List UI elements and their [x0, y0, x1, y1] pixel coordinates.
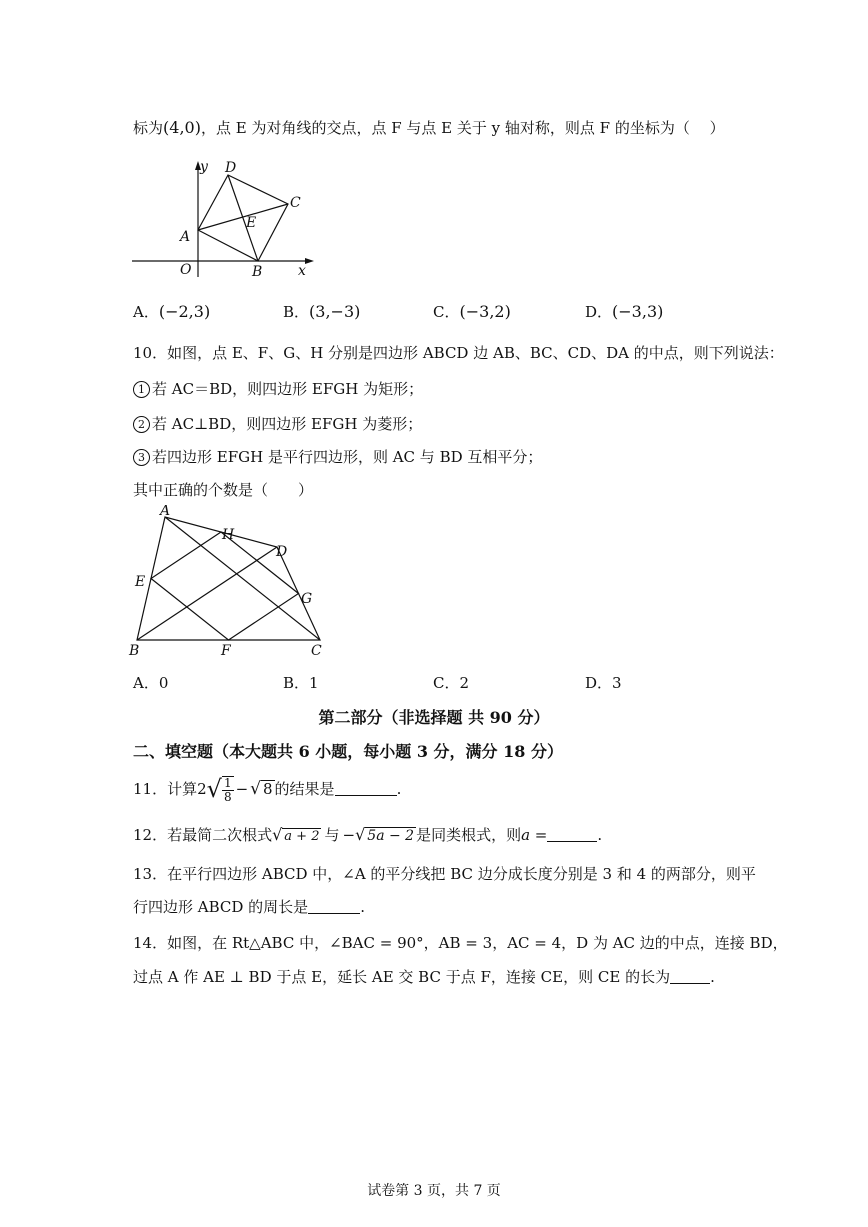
q9-x-arrow	[305, 258, 314, 264]
q9-option-b-value: (3,−3)	[309, 302, 361, 321]
circled-number-2: 2	[133, 416, 150, 433]
page-footer: 试卷第 3 页，共 7 页	[367, 1183, 501, 1199]
radical-sign-icon: √	[206, 775, 222, 803]
q12-neg: −	[342, 826, 356, 844]
q9-label-a: A	[180, 229, 191, 245]
circled-number-3: 3	[133, 449, 150, 466]
q9-figure	[128, 155, 318, 280]
q12-prefix: 12．若最简二次根式	[133, 826, 273, 844]
q10-statement-3	[133, 447, 542, 467]
q9-rest: ，点 E 为对角线的交点，点 F 与点 E 关于 y 轴对称，则点 F 的坐标为（ ）	[200, 119, 725, 137]
q11-radicand: 8	[263, 780, 273, 798]
q10-label-c: C	[311, 643, 322, 659]
q12-radicand-1: a + 2	[284, 829, 320, 844]
q10-option-b[interactable]	[283, 672, 319, 693]
q9-coord: (4,0)	[163, 118, 201, 137]
q10-label-e: E	[135, 574, 146, 590]
q12	[133, 825, 602, 845]
q13-end: .	[360, 898, 365, 916]
radical-sign-icon: √	[272, 825, 283, 844]
q11-minus: −	[235, 780, 249, 798]
q10-label-a: A	[160, 505, 171, 519]
q13-line-1: 13．在平行四边形 ABCD 中，∠A 的平分线把 BC 边分成长度分别是 3 和 4 的两部分，则平	[133, 865, 756, 883]
q10-option-d[interactable]	[585, 672, 622, 693]
q10-statement-2	[133, 414, 422, 434]
q12-answer-blank[interactable]	[547, 827, 597, 842]
q10-option-c-letter: C．	[433, 674, 460, 692]
q9-option-c-letter: C．	[433, 303, 460, 321]
q9-label-b: B	[252, 264, 263, 280]
q9-option-b-letter: B．	[283, 303, 310, 321]
radical-sign-icon: √	[355, 825, 366, 844]
q9-stem-line	[133, 118, 725, 138]
q10-label-h: H	[222, 527, 235, 543]
q9-label-x: x	[298, 263, 306, 279]
q9-option-b[interactable]	[283, 301, 360, 322]
q11-suffix: 的结果是	[274, 780, 335, 798]
q12-end: .	[597, 826, 603, 844]
q9-prefix: 标为	[133, 119, 164, 137]
q9-label-d: D	[225, 160, 237, 176]
q10-option-b-value: 1	[309, 674, 319, 692]
q10-label-b: B	[129, 643, 140, 659]
q10-stem: 10．如图，点 E、F、G、H 分别是四边形 ABCD 边 AB、BC、CD、DA 的中点，则下列说法：	[133, 344, 784, 362]
q14-line-2	[133, 967, 715, 987]
q10-statement-2-text: 若 AC⊥BD，则四边形 EFGH 为菱形；	[152, 415, 423, 433]
q10-option-a[interactable]	[133, 672, 168, 693]
q10-option-d-value: 3	[612, 674, 622, 692]
q10-diagonal-bd	[137, 547, 277, 640]
q9-label-o: O	[180, 262, 192, 278]
q12-radicand-2: 5a − 2	[367, 828, 415, 844]
q14-line-2-text: 过点 A 作 AE ⊥ BD 于点 E，延长 AE 交 BC 于点 F，连接 CE，则 CE 的长为	[133, 968, 671, 986]
q9-option-a-letter: A．	[133, 303, 159, 321]
radical-sign-icon: √	[250, 779, 261, 799]
q9-option-d-letter: D．	[585, 303, 613, 321]
q9-option-a-value: (−2,3)	[158, 302, 211, 321]
q14-end: .	[710, 968, 715, 986]
q10-label-f: F	[221, 643, 231, 659]
q14-line-1: 14．如图，在 Rt△ABC 中，∠BAC = 90°，AB = 3，AC = 4，D 为 AC 边的中点，连接 BD，	[133, 934, 788, 952]
circled-number-1: 1	[133, 381, 150, 398]
q13-answer-blank[interactable]	[308, 899, 360, 914]
q10-statement-1	[133, 379, 423, 399]
section-two-heading: 二、填空题（本大题共 6 小题，每小题 3 分，满分 18 分）	[133, 742, 563, 761]
q11-answer-blank[interactable]	[335, 781, 397, 796]
q10-figure	[125, 505, 340, 660]
q9-option-d-value: (−3,3)	[612, 302, 664, 321]
q9-option-c-value: (−3,2)	[459, 302, 511, 321]
q11-coef: 2	[197, 780, 207, 798]
q9-label-c: C	[290, 195, 301, 211]
q11-prefix: 11．计算	[133, 780, 198, 798]
q13-line-2	[133, 897, 365, 917]
q9-option-d[interactable]	[585, 301, 663, 322]
q10-option-c[interactable]	[433, 672, 469, 693]
q12-mid: 与	[324, 826, 340, 844]
q13-line-2-text: 行四边形 ABCD 的周长是	[133, 898, 309, 916]
q9-option-c[interactable]	[433, 301, 511, 322]
q10-label-g: G	[301, 591, 313, 607]
q9-option-a[interactable]	[133, 301, 210, 322]
q10-statement-3-text: 若四边形 EFGH 是平行四边形，则 AC 与 BD 互相平分；	[152, 448, 543, 466]
q11	[133, 774, 401, 804]
q10-diagonal-ac	[165, 517, 320, 640]
part-two-title: 第二部分（非选择题 共 90 分）	[318, 708, 550, 727]
q10-option-b-letter: B．	[283, 674, 310, 692]
q11-end: .	[396, 780, 402, 798]
q14-answer-blank[interactable]	[670, 969, 710, 984]
q10-statement-1-text: 若 AC＝BD，则四边形 EFGH 为矩形；	[152, 380, 424, 398]
q11-fraction	[222, 776, 234, 804]
q10-label-d: D	[276, 544, 288, 560]
q12-variable: a =	[521, 826, 548, 844]
q9-label-y: y	[200, 159, 208, 175]
q10-question: 其中正确的个数是（ ）	[133, 481, 314, 499]
q10-option-c-value: 2	[459, 674, 470, 692]
q12-suffix: 是同类根式，则	[416, 826, 522, 844]
q10-option-a-letter: A．	[133, 674, 159, 692]
q11-denominator: 8	[223, 790, 232, 804]
q10-option-d-letter: D．	[585, 674, 613, 692]
q9-label-e: E	[246, 215, 257, 231]
q11-numerator: 1	[223, 776, 232, 790]
q10-option-a-value: 0	[158, 674, 169, 692]
